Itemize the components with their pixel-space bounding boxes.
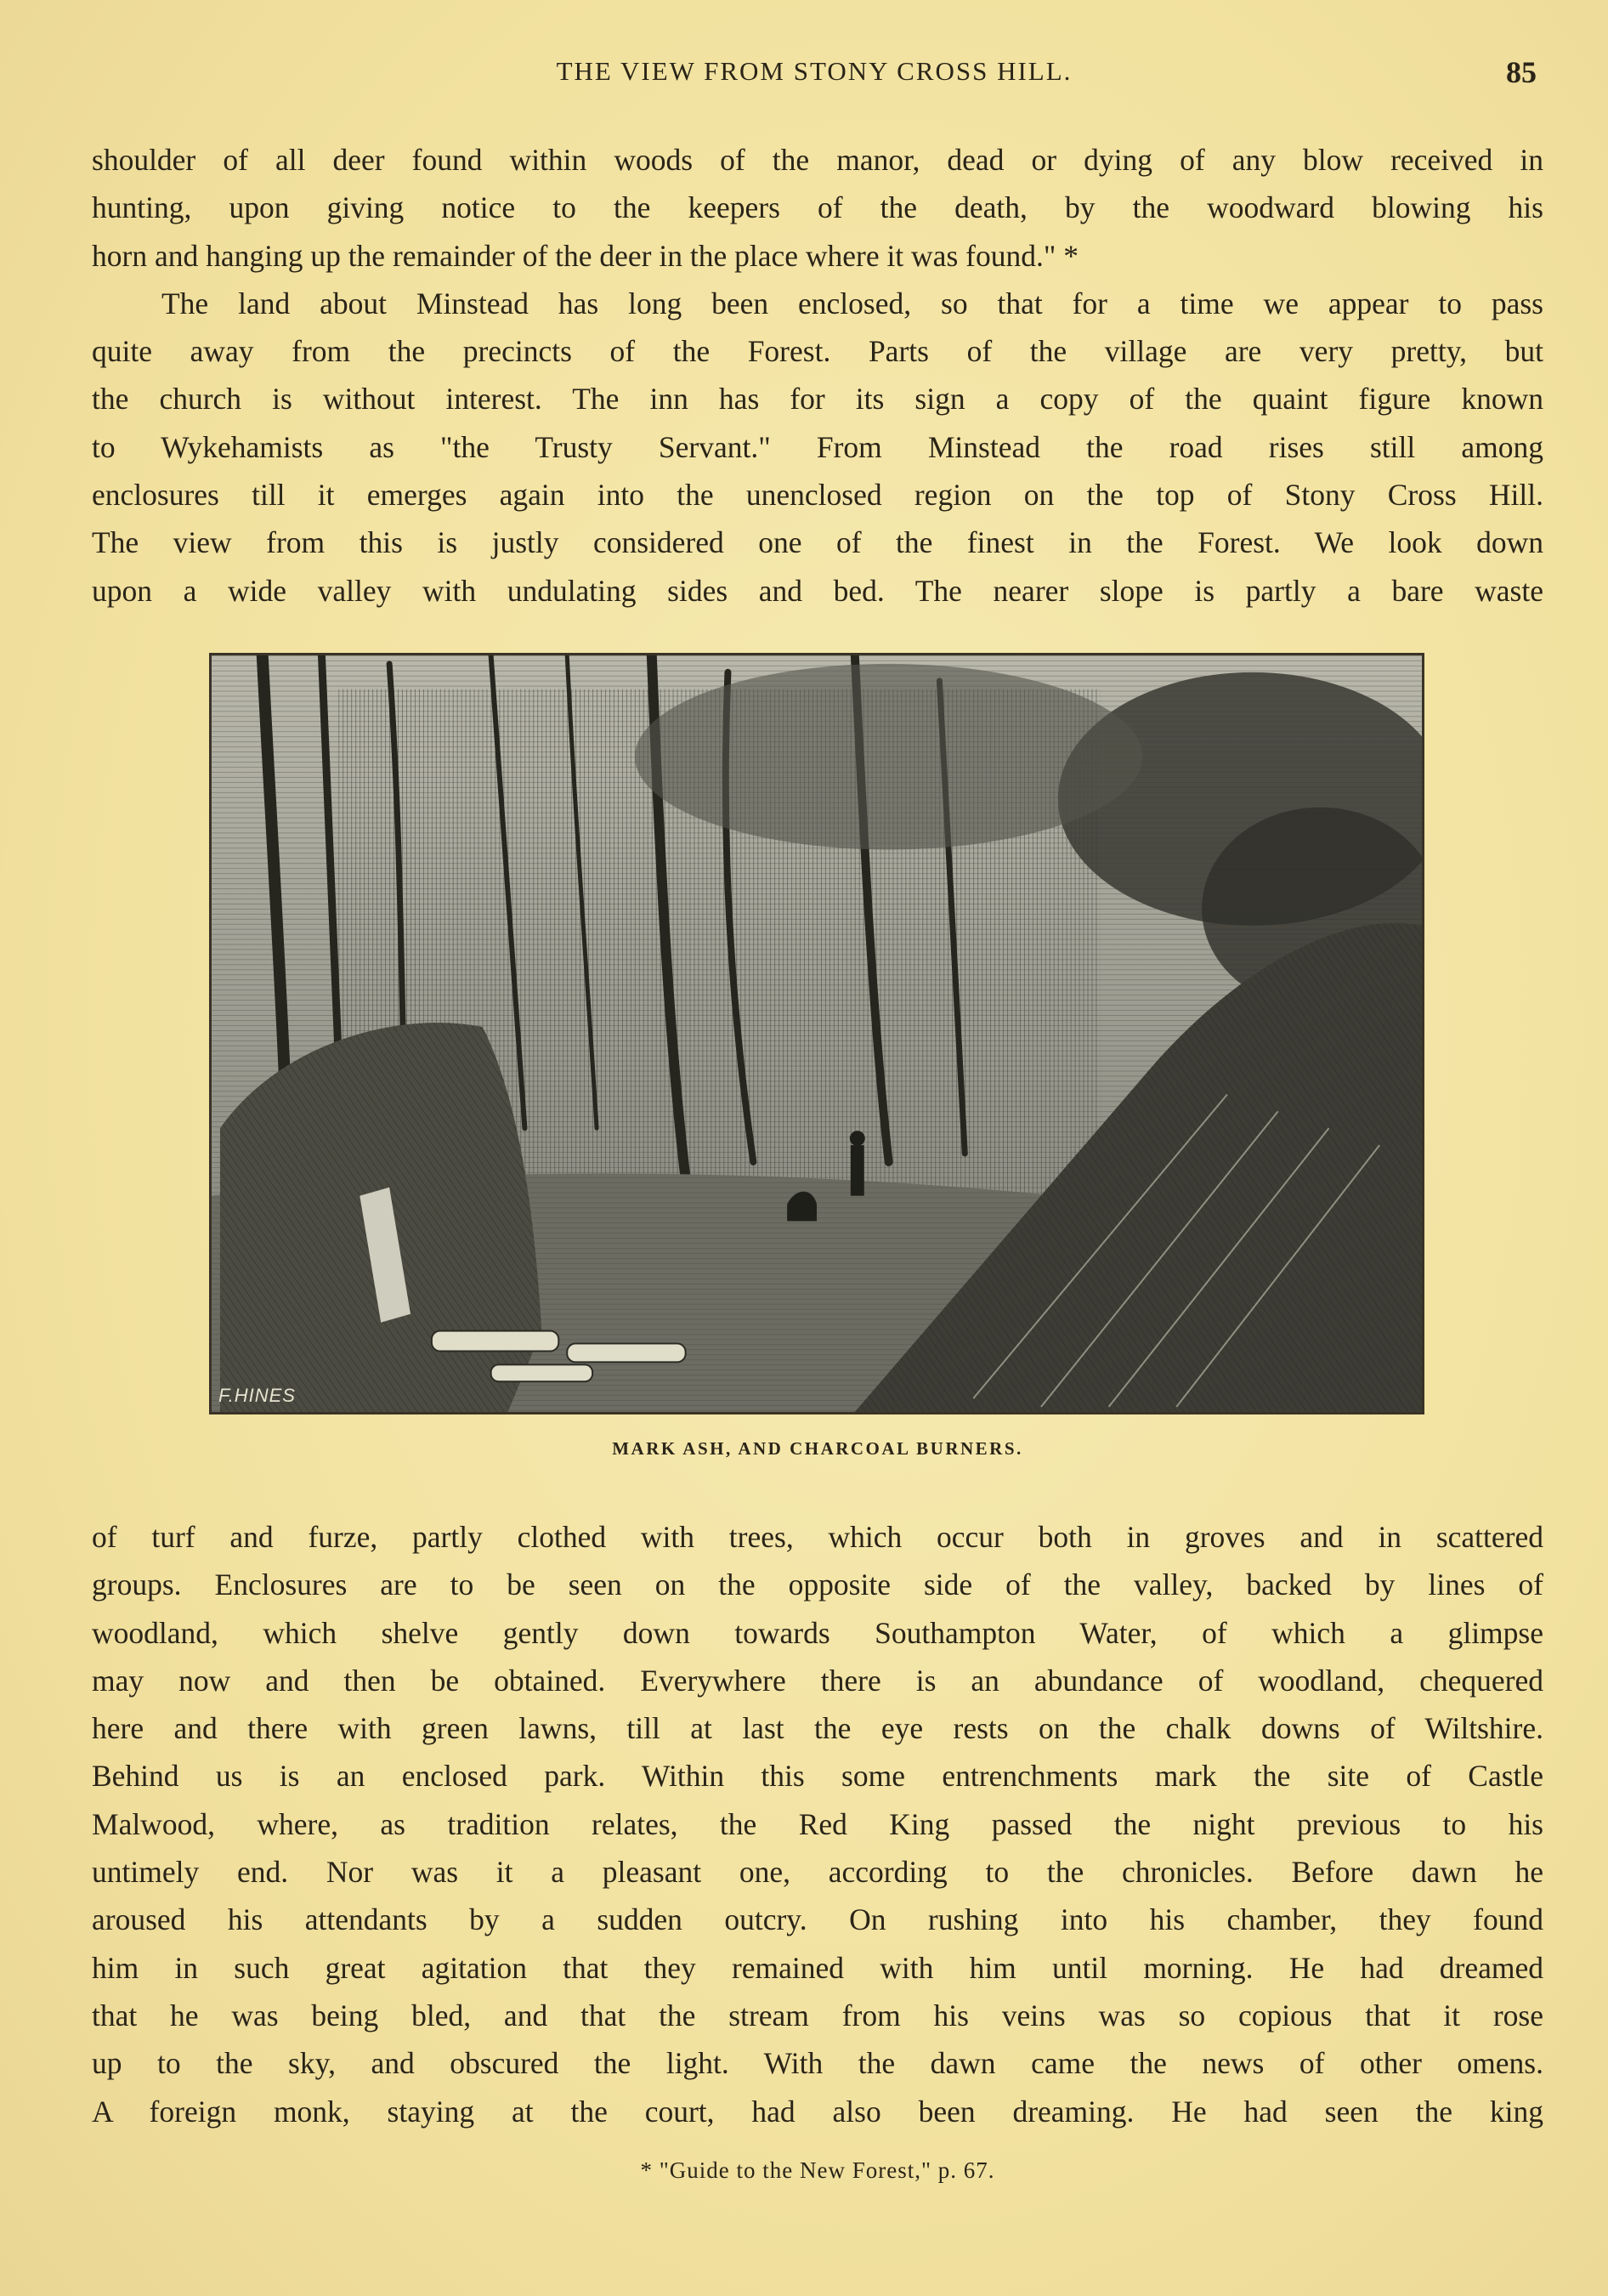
text-line: aroused his attendants by a sudden outcry. On rushing into his chamber, they found: [92, 1902, 1543, 1937]
text-line: hunting, upon giving notice to the keepers of the death, by the woodward blowing his: [92, 190, 1543, 225]
text-line: The land about Minstead has long been enclosed, so that for a time we appear to pass: [161, 286, 1543, 320]
text-line: shoulder of all deer found within woods of the manor, dead or dying of any blow received in: [92, 143, 1543, 177]
text-line: Malwood, where, as tradition relates, the Red King passed the night previous to his: [92, 1806, 1543, 1841]
running-title: THE VIEW FROM STONY CROSS HILL.: [556, 56, 1073, 86]
engraving-artwork: [212, 655, 1422, 1412]
text-line: quite away from the precincts of the Forest. Parts of the village are very pretty, but: [92, 334, 1543, 369]
text-line: groups. Enclosures are to be seen on the opposite side of the valley, backed by lines of: [92, 1568, 1543, 1602]
text-line: to Wykehamists as "the Trusty Servant." From Minstead the road rises still among: [92, 429, 1543, 464]
text-line: untimely end. Nor was it a pleasant one, according to the chronicles. Before dawn he: [92, 1855, 1543, 1890]
text-line: A foreign monk, staying at the court, had also been dreaming. He had seen the king: [92, 2094, 1543, 2129]
text-line: enclosures till it emerges again into the unenclosed region on the top of Stony Cross Hill.: [92, 478, 1543, 513]
text-line: here and there with green lawns, till at last the eye rests on the chalk downs of Wiltshire.: [92, 1711, 1543, 1746]
engraving-illustration: [209, 653, 1424, 1414]
figure-caption: MARK ASH, AND CHARCOAL BURNERS.: [612, 1438, 1023, 1459]
body-text-top: [92, 136, 1543, 615]
text-line: up to the sky, and obscured the light. With the dawn came the news of other omens.: [92, 2046, 1543, 2081]
text-line: horn and hanging up the remainder of the deer in the place where it was found." *: [92, 238, 1079, 273]
text-line: The view from this is justly considered one of the finest in the Forest. We look down: [92, 525, 1543, 560]
text-line: the church is without interest. The inn has for its sign a copy of the quaint figure known: [92, 382, 1543, 417]
text-line: woodland, which shelve gently down towards Southampton Water, of which a glimpse: [92, 1615, 1543, 1650]
page-number: 85: [1506, 55, 1537, 89]
text-line: of turf and furze, partly clothed with trees, which occur both in groves and in scattered: [92, 1520, 1543, 1554]
text-line: upon a wide valley with undulating sides and bed. The nearer slope is partly a bare waste: [92, 573, 1543, 608]
body-text-bottom: [92, 1513, 1543, 2135]
text-line: Behind us is an enclosed park. Within this some entrenchments mark the site of Castle: [92, 1759, 1543, 1794]
footnote: * "Guide to the New Forest," p. 67.: [640, 2157, 995, 2183]
running-head: [92, 56, 1537, 99]
text-line: him in such great agitation that they remained with him until morning. He had dreamed: [92, 1950, 1543, 1985]
text-line: may now and then be obtained. Everywhere there is an abundance of woodland, chequered: [92, 1663, 1543, 1698]
text-line: that he was being bled, and that the stream from his veins was so copious that it rose: [92, 1998, 1543, 2032]
engraver-signature: F.HINES: [218, 1385, 296, 1406]
